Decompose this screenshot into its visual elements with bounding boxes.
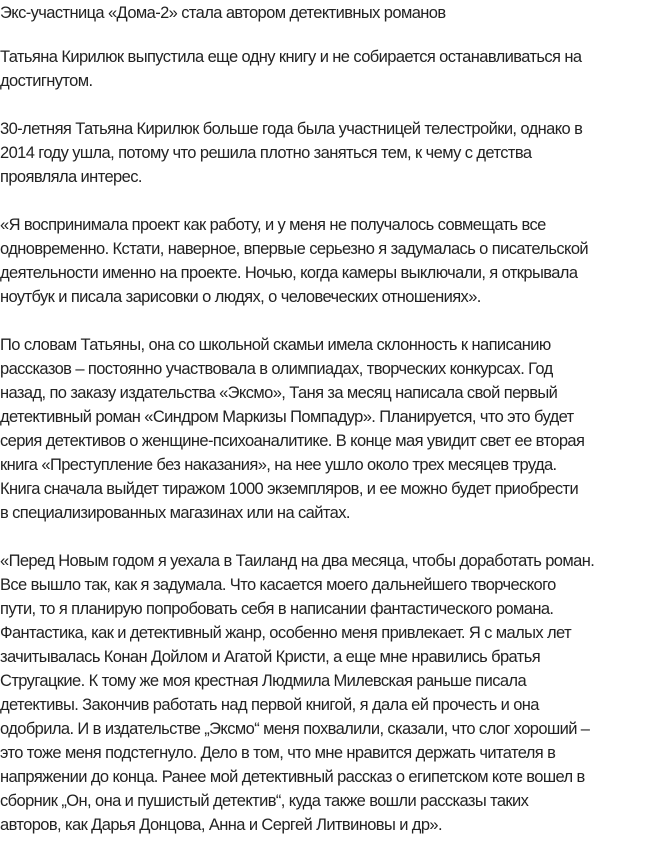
paragraph-line: авторов, как Дарья Донцова, Анна и Сергей Литвиновы и др». [0, 816, 442, 834]
paragraph-line: одновременно. Кстати, наверное, впервые серьезно я задумалась о писательской [0, 240, 589, 258]
paragraph-line: одобрила. И в издательстве „Эксмо“ меня похвалили, сказали, что слог хороший – [0, 720, 590, 738]
paragraph-line: «Я воспринимала проект как работу, и у меня не получалось совмещать все [0, 216, 546, 234]
paragraph-line: напряжении до конца. Ранее мой детективный рассказ о египетском коте вошел в [0, 768, 585, 786]
paragraph-line: детективный роман «Синдром Маркизы Помпадур». Планируется, что это будет [0, 408, 574, 426]
paragraph-line: пути, то я планирую попробовать себя в написании фантастического романа. [0, 600, 554, 618]
paragraph-line: достигнутом. [0, 72, 93, 90]
paragraph-line: Татьяна Кирилюк выпустила еще одну книгу и не собирается останавливаться на [0, 48, 582, 66]
article-paragraph-2 [0, 117, 666, 189]
article-quote-1 [0, 213, 666, 309]
paragraph-line: рассказов – постоянно участвовала в олимпиадах, творческих конкурсах. Год [0, 360, 553, 378]
paragraph-line: Стругацкие. К тому же моя крестная Людмила Милевская раньше писала [0, 672, 527, 690]
paragraph-line: Все вышло так, как я задумала. Что касается моего дальнейшего творческого [0, 576, 556, 594]
paragraph-line: По словам Татьяны, она со школьной скамьи имела склонность к написанию [0, 336, 551, 354]
paragraph-line: детективы. Закончив работать над первой книгой, я дала ей прочесть и она [0, 696, 539, 714]
paragraph-line: это тоже меня подстегнуло. Дело в том, что мне нравится держать читателя в [0, 744, 556, 762]
paragraph-line: «Перед Новым годом я уехала в Таиланд на два месяца, чтобы доработать роман. [0, 552, 595, 570]
paragraph-line: книга «Преступление без наказания», на нее ушло около трех месяцев труда. [0, 456, 557, 474]
paragraph-line: сборник „Он, она и пушистый детектив“, куда также вошли рассказы таких [0, 792, 529, 810]
paragraph-line: ноутбук и писала зарисовки о людях, о человеческих отношениях». [0, 288, 481, 306]
paragraph-line: серия детективов о женщине-психоаналитике. В конце мая увидит свет ее вторая [0, 432, 585, 450]
paragraph-line: 2014 году ушла, потому что решила плотно заняться тем, к чему с детства [0, 144, 532, 162]
article-paragraph-4 [0, 333, 666, 525]
article-title: Экс-участница «Дома-2» стала автором детективных романов [0, 4, 446, 22]
paragraph-line: зачитывалась Конан Дойлом и Агатой Кристи, а еще мне нравились братья [0, 648, 541, 666]
paragraph-line: проявляла интерес. [0, 168, 142, 186]
paragraph-line: 30-летняя Татьяна Кирилюк больше года была участницей телестройки, однако в [0, 120, 583, 138]
paragraph-line: Книга сначала выйдет тиражом 1000 экземпляров, и ее можно будет приобрести [0, 480, 579, 498]
paragraph-line: назад, по заказу издательства «Эксмо», Таня за месяц написала свой первый [0, 384, 558, 402]
paragraph-line: Фантастика, как и детективный жанр, особенно меня привлекает. Я с малых лет [0, 624, 572, 642]
article-paragraph-1 [0, 45, 666, 93]
paragraph-line: в специализированных магазинах или на сайтах. [0, 504, 350, 522]
paragraph-line: деятельности именно на проекте. Ночью, когда камеры выключали, я открывала [0, 264, 578, 282]
article-quote-2 [0, 549, 666, 837]
